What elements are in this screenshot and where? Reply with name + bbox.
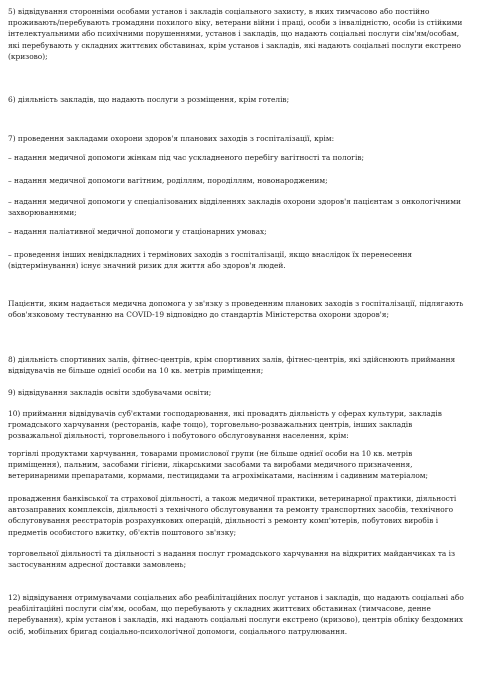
paragraph-item-10-a: торгівлі продуктами харчування, товарами промислової групи (не більше однієї особи на 10 кв. метрів приміщення), пальним, засобами гігієни, лікарськими засобами та виробами медичного призначення, ветеринарними препаратами, кормами, пестицидами та агрохімікатами, насінням і садивним матеріалом;: [8, 449, 429, 481]
paragraph-item-5: 5) відвідування сторонніми особами установ і закладів соціального захисту, в яких тимчасово або постійно проживають/перебувають громадяни похилого віку, ветерани війни і праці, особи з інвалідністю, особи із стійкими інтелектуальними або психічними порушеннями, установ і закладів, що надають соціальні послуги сім'ям/особам, які перебувають у складних життєвих обставинах, крім установ і закладів, які надають соціальні послуги екстрено (кризово);: [8, 7, 463, 61]
paragraph-item-7-e: – проведення інших невідкладних і термінових заходів з госпіталізації, якщо внаслідок їх перенесення (відтермінування) існує значний ризик для життя або здоров'я людей.: [8, 250, 413, 271]
paragraph-item-7-d: – надання паліативної медичної допомоги у стаціонарних умовах;: [8, 227, 267, 236]
paragraph-item-9: 9) відвідування закладів освіти здобувачами освіти;: [8, 388, 212, 397]
paragraph-item-8: 8) діяльність спортивних залів, фітнес-центрів, крім спортивних залів, фітнес-центрів, які здійснюють приймання відвідувачів не більше однієї особи на 10 кв. метрів приміщення;: [8, 355, 456, 376]
paragraph-covid-testing: Пацієнти, яким надається медична допомога у зв'язку з проведенням планових заходів з госпіталізації, підлягають обов'язковому тестуванню на COVID-19 відповідно до стандартів Міністерства охорони здоров'я;: [8, 299, 464, 320]
paragraph-item-10-b: провадження банківської та страхової діяльності, а також медичної практики, ветеринарної практики, діяльності автозаправних комплексів, діяльності з технічного обслуговування та ремонту транспортних засобів, технічного обслуговування реєстраторів розрахункових операцій, діяльності з ремонту комп'ютерів, побутових виробів і предметів особистого вжитку, об'єктів поштового зв'язку;: [8, 494, 457, 537]
paragraph-item-6: 6) діяльність закладів, що надають послуги з розміщення, крім готелів;: [8, 95, 290, 104]
paragraph-item-12: 12) відвідування отримувачами соціальних або реабілітаційних послуг установ і закладів, що надають соціальні або реабілітаційні послуги сім'ям, особам, що перебувають у складних життєвих обставинах (тимчасове, денне перебування), крім установ і закладів, які надають соціальні послуги екстрено (кризово), центрів обліку бездомних осіб, мобільних бригад соціально-психологічної допомоги, соціального патрулювання.: [8, 593, 464, 636]
paragraph-item-10-c: торговельної діяльності та діяльності з надання послуг громадського харчування на відкритих майданчиках та із застосуванням адресної доставки замовлень;: [8, 549, 456, 570]
paragraph-item-7-c: – надання медичної допомоги у спеціалізованих відділеннях закладів охорони здоров'я пацієнтам з онкологічними захворюваннями;: [8, 197, 461, 218]
paragraph-item-7-a: – надання медичної допомоги жінкам під час ускладненого перебігу вагітності та пологів;: [8, 153, 365, 162]
paragraph-item-7-b: – надання медичної допомоги вагітним, роділлям, породіллям, новонародженим;: [8, 176, 328, 185]
paragraph-item-7: 7) проведення закладами охорони здоров'я планових заходів з госпіталізації, крім:: [8, 134, 335, 143]
paragraph-item-10: 10) приймання відвідувачів суб'єктами господарювання, які провадять діяльність у сферах культури, закладів громадського харчування (ресторанів, кафе тощо), торговельно-розважальних центрів, інших закладів розважальної діяльності, торговельного і побутового обслуговування населення, крім:: [8, 409, 442, 441]
